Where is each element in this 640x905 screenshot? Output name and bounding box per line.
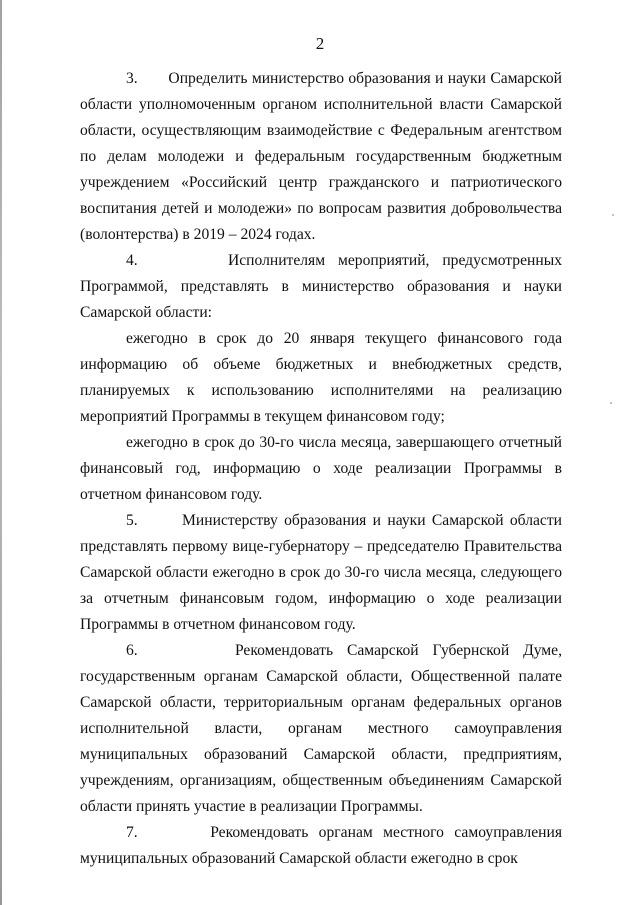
paragraph-4-item-2: ежегодно в срок до 30-го числа месяца, завершающего отчетный финансовый год, информацию о ходе реализации Программы в отчетном финансовом году. bbox=[80, 434, 562, 503]
page-number: 2 bbox=[315, 34, 325, 53]
scan-speck bbox=[612, 214, 614, 216]
scan-speck bbox=[610, 402, 612, 404]
document-body bbox=[80, 66, 562, 872]
paragraph-5: 5. Министерству образования и науки Самарской области представлять первому вице-губернатору – председателю Правительства Самарской области ежегодно в срок до 30-го числа месяца, следующего за отчетным финансовым годом, информацию о ходе реализации Программы в отчетном финансовом году. bbox=[80, 512, 562, 633]
paragraph-3: 3. Определить министерство образования и науки Самарской области уполномоченным органом исполнительной власти Самарской области, осуществляющим взаимодействие с Федеральным агентством по делам молодежи и федеральным государственным бюджетным учреждением «Российский центр гражданского и патриотического воспитания детей и молодежи» по вопросам развития добровольчества (волонтерства) в 2019 – 2024 годах. bbox=[80, 70, 562, 243]
scan-edge bbox=[0, 0, 2, 905]
paragraph-7: 7. Рекомендовать органам местного самоуправления муниципальных образований Самарской области ежегодно в срок bbox=[80, 824, 562, 867]
paragraph-4: 4. Исполнителям мероприятий, предусмотренных Программой, представлять в министерство образования и науки Самарской области: bbox=[80, 252, 562, 321]
paragraph-4-item-1: ежегодно в срок до 20 января текущего финансового года информацию об объеме бюджетных и внебюджетных средств, планируемых к использованию исполнителями на реализацию мероприятий Программы в текущем финансовом году; bbox=[80, 330, 562, 425]
paragraph-6: 6. Рекомендовать Самарской Губернской Думе, государственным органам Самарской области, Общественной палате Самарской области, территориальным органам федеральных органов исполнительной власти, органам местного самоуправления муниципальных образований Самарской области, предприятиям, учреждениям, организациям, общественным объединениям Самарской области принять участие в реализации Программы. bbox=[80, 642, 562, 815]
